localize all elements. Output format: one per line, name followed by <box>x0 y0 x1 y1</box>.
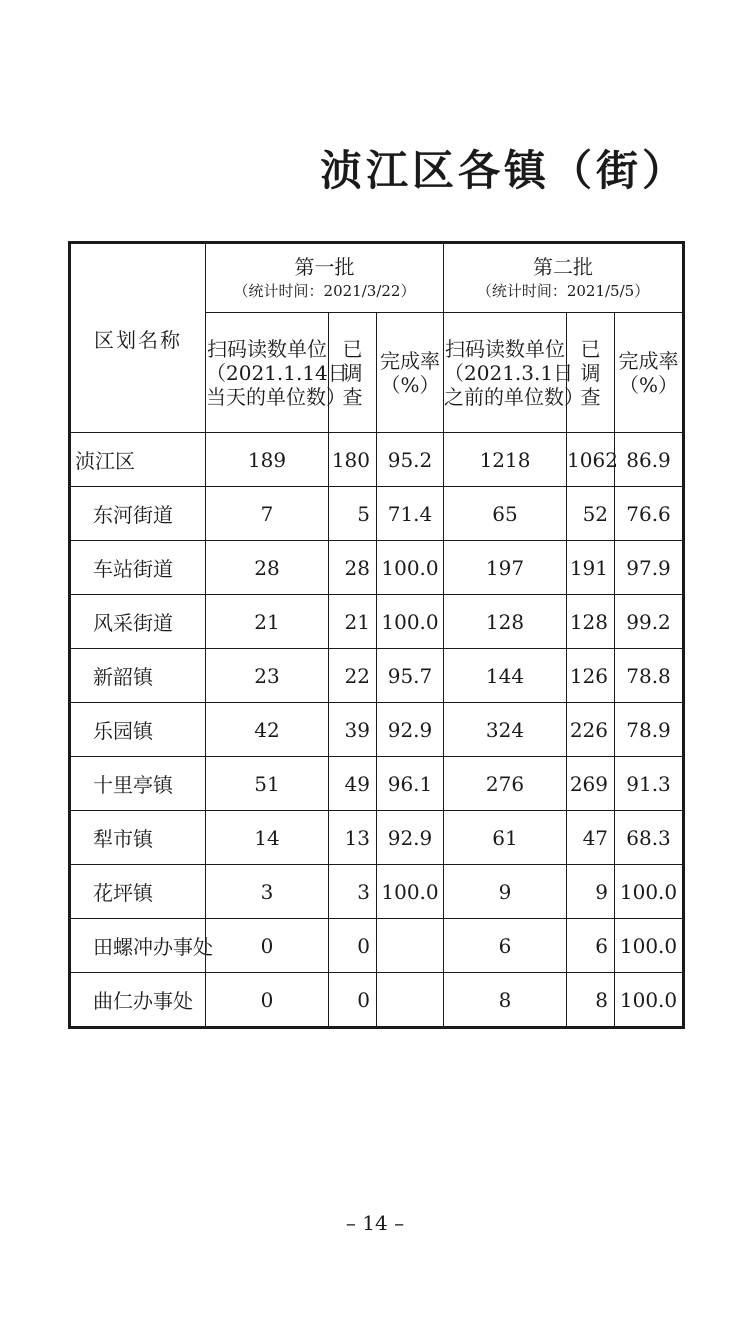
batch2-units: 6 <box>444 919 567 973</box>
region-name: 曲仁办事处 <box>70 973 206 1028</box>
header-line: 当天的单位数） <box>206 384 346 409</box>
region-name: 乐园镇 <box>70 703 206 757</box>
batch2-rate: 100.0 <box>615 973 684 1028</box>
batch2-time: （统计时间：2021/5/5） <box>476 282 650 300</box>
header-line: 已 <box>580 336 601 361</box>
batch1-surveyed: 3 <box>329 865 377 919</box>
batch1-units: 23 <box>206 649 329 703</box>
batch2-units: 9 <box>444 865 567 919</box>
region-name: 花坪镇 <box>70 865 206 919</box>
header-line: （%） <box>380 372 440 397</box>
batch2-surveyed: 128 <box>567 595 615 649</box>
batch2-surveyed: 191 <box>567 541 615 595</box>
batch1-surveyed: 13 <box>329 811 377 865</box>
batch1-units: 21 <box>206 595 329 649</box>
region-name: 东河街道 <box>70 487 206 541</box>
batch2-rate: 99.2 <box>615 595 684 649</box>
region-name: 浈江区 <box>70 433 206 487</box>
batch1-surveyed: 22 <box>329 649 377 703</box>
batch1-rate: 71.4 <box>377 487 444 541</box>
header-line: 查 <box>342 384 363 409</box>
batch1-rate: 100.0 <box>377 865 444 919</box>
table-row <box>70 919 684 973</box>
batch2-units: 8 <box>444 973 567 1028</box>
batch2-rate: 91.3 <box>615 757 684 811</box>
table-row <box>70 703 684 757</box>
batch2-surveyed: 1062 <box>567 433 615 487</box>
batch1-rate: 95.2 <box>377 433 444 487</box>
table-row <box>70 973 684 1028</box>
batch1-rate: 92.9 <box>377 811 444 865</box>
batch1-surveyed: 28 <box>329 541 377 595</box>
batch2-units: 1218 <box>444 433 567 487</box>
batch2-units-header <box>444 313 585 433</box>
batch2-name: 第二批 <box>533 255 594 279</box>
region-name-header: 区划名称 <box>70 243 206 433</box>
batch1-rate-header <box>377 313 444 433</box>
batch2-rate: 97.9 <box>615 541 684 595</box>
batch1-surveyed: 5 <box>329 487 377 541</box>
table-row <box>70 487 684 541</box>
header-line: （%） <box>619 372 679 397</box>
header-line: （2021.3.1日 <box>444 360 574 385</box>
batch2-surveyed: 269 <box>567 757 615 811</box>
batch1-surveyed: 21 <box>329 595 377 649</box>
header-row-batches <box>70 243 684 313</box>
batch2-rate: 68.3 <box>615 811 684 865</box>
batch1-units: 189 <box>206 433 329 487</box>
batch1-time: （统计时间：2021/3/22） <box>233 282 416 300</box>
batch2-surveyed: 126 <box>567 649 615 703</box>
header-line: 之前的单位数） <box>444 384 585 409</box>
batch1-rate: 92.9 <box>377 703 444 757</box>
batch2-surveyed: 8 <box>567 973 615 1028</box>
header-line: 调 <box>580 360 601 385</box>
batch1-units: 28 <box>206 541 329 595</box>
survey-completion-table <box>68 241 685 1029</box>
batch2-units: 197 <box>444 541 567 595</box>
batch2-rate: 78.8 <box>615 649 684 703</box>
batch1-units: 14 <box>206 811 329 865</box>
header-line: 扫码读数单位 <box>207 336 327 361</box>
page-number: – 14 – <box>345 1211 405 1235</box>
batch2-rate: 76.6 <box>615 487 684 541</box>
header-line: 已 <box>342 336 363 361</box>
batch1-surveyed: 0 <box>329 973 377 1028</box>
region-name: 风采街道 <box>70 595 206 649</box>
batch2-rate: 78.9 <box>615 703 684 757</box>
region-name: 新韶镇 <box>70 649 206 703</box>
batch1-units: 42 <box>206 703 329 757</box>
region-name: 十里亭镇 <box>70 757 206 811</box>
table-row <box>70 649 684 703</box>
batch2-units: 128 <box>444 595 567 649</box>
batch1-rate: 100.0 <box>377 541 444 595</box>
batch1-surveyed: 0 <box>329 919 377 973</box>
header-line: 扫码读数单位 <box>445 336 566 361</box>
batch1-units-header <box>206 313 348 433</box>
region-name: 车站街道 <box>70 541 206 595</box>
table-row <box>70 541 684 595</box>
table-row <box>70 865 684 919</box>
batch2-units: 65 <box>444 487 567 541</box>
batch1-rate <box>377 973 444 1028</box>
batch1-surveyed: 39 <box>329 703 377 757</box>
batch2-rate: 86.9 <box>615 433 684 487</box>
batch2-surveyed: 226 <box>567 703 615 757</box>
table-row <box>70 433 684 487</box>
batch2-surveyed: 52 <box>567 487 615 541</box>
table-row <box>70 757 684 811</box>
batch2-rate-header <box>615 313 684 433</box>
region-name: 田螺冲办事处 <box>70 919 206 973</box>
batch1-rate: 96.1 <box>377 757 444 811</box>
batch1-rate: 100.0 <box>377 595 444 649</box>
header-line: 完成率 <box>618 348 679 373</box>
header-line: 调 <box>342 360 363 385</box>
batch2-units: 61 <box>444 811 567 865</box>
batch2-surveyed-header <box>567 313 615 433</box>
batch2-units: 324 <box>444 703 567 757</box>
header-line: 完成率 <box>380 348 440 373</box>
batch1-rate <box>377 919 444 973</box>
table-row <box>70 811 684 865</box>
batch2-rate: 100.0 <box>615 919 684 973</box>
batch1-header <box>206 243 444 313</box>
batch2-surveyed: 47 <box>567 811 615 865</box>
batch1-units: 7 <box>206 487 329 541</box>
batch1-name: 第一批 <box>294 255 355 279</box>
batch2-units: 144 <box>444 649 567 703</box>
table-row <box>70 595 684 649</box>
batch1-surveyed: 49 <box>329 757 377 811</box>
header-line: （2021.1.14日 <box>206 360 348 385</box>
batch1-units: 0 <box>206 919 329 973</box>
page-title: 浈江区各镇（街） <box>319 146 688 195</box>
batch1-units: 0 <box>206 973 329 1028</box>
batch1-units: 3 <box>206 865 329 919</box>
batch2-rate: 100.0 <box>615 865 684 919</box>
header-line: 查 <box>580 384 601 409</box>
batch2-header <box>444 243 684 313</box>
batch2-surveyed: 6 <box>567 919 615 973</box>
batch2-surveyed: 9 <box>567 865 615 919</box>
batch1-surveyed: 180 <box>329 433 377 487</box>
region-name: 犁市镇 <box>70 811 206 865</box>
batch1-rate: 95.7 <box>377 649 444 703</box>
batch2-units: 276 <box>444 757 567 811</box>
batch1-units: 51 <box>206 757 329 811</box>
